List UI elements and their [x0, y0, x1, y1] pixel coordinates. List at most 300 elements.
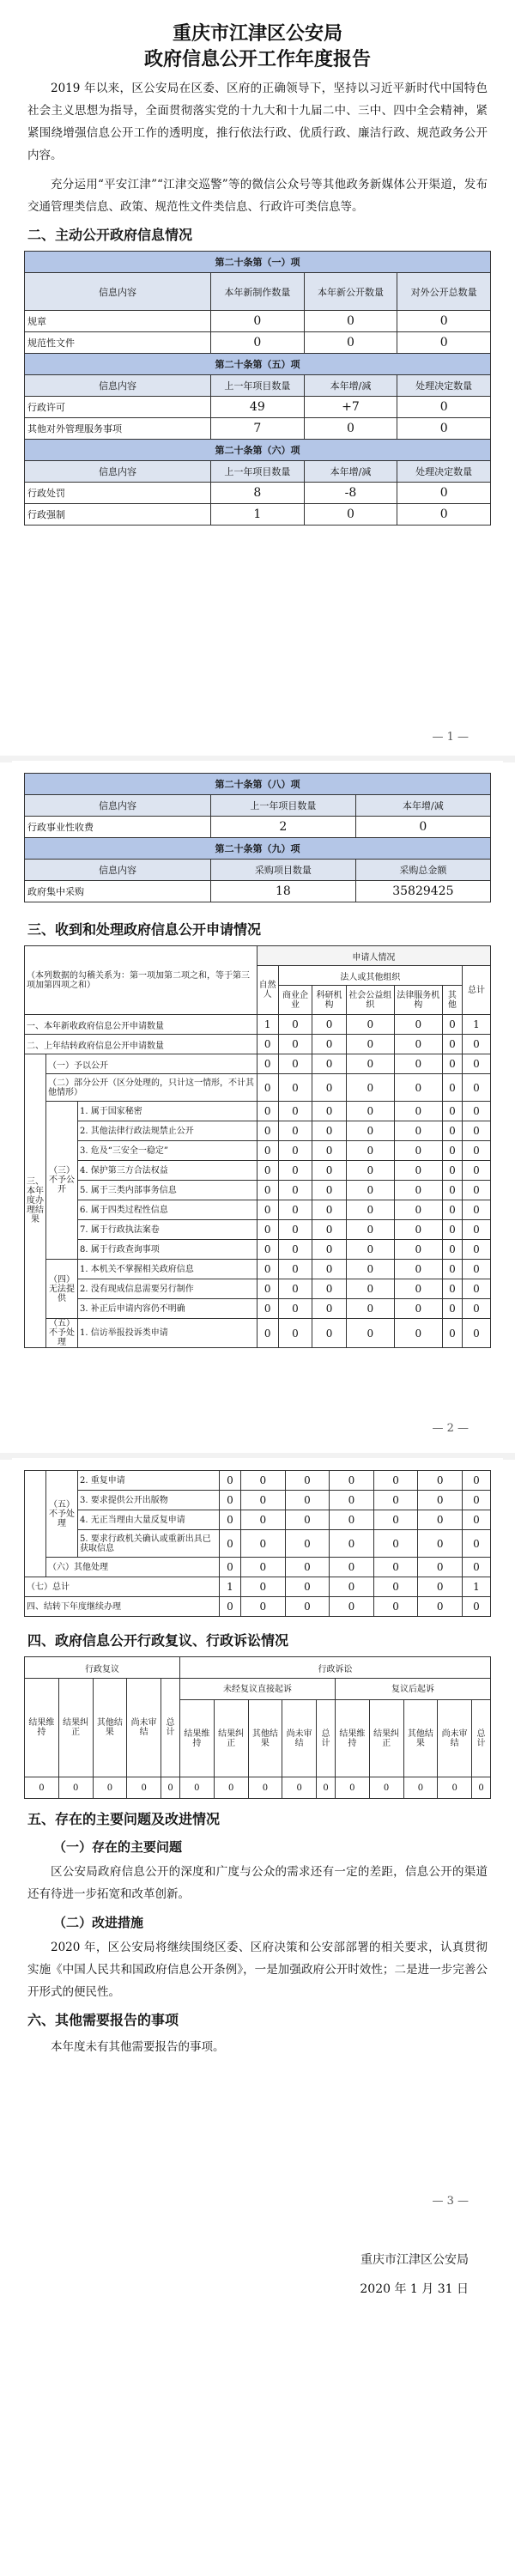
section-2-heading: 二、主动公开政府信息情况 [27, 227, 193, 243]
section-4-heading: 四、政府信息公开行政复议、行政诉讼情况 [27, 1632, 289, 1649]
cell-value: 0 [472, 1777, 491, 1799]
cell-value: 0 [278, 1279, 312, 1299]
row-label: 其他对外管理服务事项 [25, 418, 211, 440]
cell-value: 0 [346, 1319, 394, 1348]
column-header: 社会公益组织 [346, 986, 394, 1015]
cell-value: 0 [278, 1141, 312, 1161]
column-header: 总计 [161, 1679, 180, 1777]
cell-value: 0 [312, 1054, 347, 1074]
cell-value: 0 [278, 1074, 312, 1102]
row-label: （二）部分公开（区分处理的，只计这一情形，不计其他情形） [46, 1074, 258, 1102]
cell-value: 0 [373, 1597, 418, 1617]
cell-value: 0 [442, 1279, 462, 1299]
cell-value: 0 [394, 1035, 442, 1054]
cell-value: 0 [285, 1510, 330, 1530]
column-header: 复议后起诉 [335, 1679, 490, 1700]
cell-value: 0 [463, 1035, 491, 1054]
cell-value: 0 [394, 1319, 442, 1348]
column-header: 采购项目数量 [211, 860, 356, 881]
cell-value: 0 [418, 1577, 463, 1597]
cell-value: 0 [397, 418, 491, 440]
row-label: （六）其他处理 [46, 1558, 220, 1577]
cell-value: 0 [335, 1777, 369, 1799]
cell-value: 0 [285, 1491, 330, 1510]
cell-value: 0 [285, 1577, 330, 1597]
cell-value: 0 [312, 1200, 347, 1220]
problems-paragraph: 区公安局政府信息公开的深度和广度与公众的需求还有一定的差距，信息公开的渠道还有待进一步拓宽和改革创新。 [27, 1865, 488, 1901]
cell-value: 0 [278, 1015, 312, 1035]
column-header: 总计 [472, 1700, 491, 1777]
report-date: 2020 年 1 月 31 日 [360, 2282, 469, 2296]
row-label: 四、结转下年度继续办理 [25, 1597, 220, 1617]
row-label: 1. 本机关不掌握相关政府信息 [78, 1260, 258, 1279]
cell-value: 1 [211, 504, 305, 526]
cell-value: 0 [463, 1558, 491, 1577]
cell-value: 0 [394, 1015, 442, 1035]
cell-value: 0 [463, 1319, 491, 1348]
cell-value: 0 [304, 418, 397, 440]
section-6-heading: 六、其他需要报告的事项 [27, 2012, 179, 2028]
cell-value: 0 [394, 1141, 442, 1161]
cell-value: 0 [312, 1074, 347, 1102]
row-group-label: 三、本年度办理结果 [25, 1054, 46, 1348]
cell-value: 0 [346, 1102, 394, 1121]
column-header: 本年增/减 [304, 461, 397, 483]
cell-value: 0 [442, 1015, 462, 1035]
column-header: 法律服务机构 [394, 986, 442, 1015]
page-number: — 1 — [432, 731, 469, 744]
cell-value: 0 [346, 1279, 394, 1299]
column-header: 信息内容 [25, 795, 211, 817]
cell-value: 0 [346, 1054, 394, 1074]
cell-value: 0 [257, 1299, 278, 1319]
cell-value: 0 [397, 483, 491, 504]
cell-value: 0 [278, 1200, 312, 1220]
intro-paragraph-1: 2019 年以来，区公安局在区委、区府的正确领导下，坚持以习近平新时代中国特色社会主义思想为指导，全面贯彻落实党的十九大和十九届二中、三中、四中全会精神，紧紧围绕增强信息公开工作的透明度，推行依法行政、优质行政、廉洁行政、规范政务公开内容。 [27, 82, 488, 162]
cell-value: 0 [346, 1121, 394, 1141]
cell-value: 0 [394, 1102, 442, 1121]
cell-value: 0 [312, 1220, 347, 1240]
row-group-label: （五）不予处理 [46, 1471, 78, 1558]
column-header: 其他结果 [248, 1700, 282, 1777]
cell-value: 0 [463, 1530, 491, 1558]
page-3 [12, 1458, 503, 2351]
cell-value: 0 [346, 1299, 394, 1319]
cell-value: 0 [241, 1558, 286, 1577]
cell-value: 0 [312, 1260, 347, 1279]
cell-value: 0 [346, 1200, 394, 1220]
cell-value: 0 [442, 1200, 462, 1220]
column-header: 结果维持 [335, 1700, 369, 1777]
cell-value: 0 [394, 1279, 442, 1299]
cell-value: 0 [442, 1240, 462, 1260]
cell-value: 0 [312, 1299, 347, 1319]
cell-value: 0 [312, 1279, 347, 1299]
cell-value: 0 [463, 1597, 491, 1617]
cell-value: 0 [278, 1240, 312, 1260]
row-group-label: （三）不予公开 [46, 1102, 78, 1260]
cell-value: 0 [463, 1471, 491, 1491]
signer-name: 重庆市江津区公安局 [360, 2253, 469, 2267]
cell-value: 0 [93, 1777, 127, 1799]
column-header: 其他 [442, 986, 462, 1015]
cell-value: 0 [346, 1161, 394, 1181]
cell-value: 0 [257, 1074, 278, 1102]
column-header: 科研机构 [312, 986, 347, 1015]
column-header: 结果维持 [25, 1679, 59, 1777]
cell-value: 0 [330, 1471, 374, 1491]
cell-value: 0 [463, 1181, 491, 1200]
table-item-8-9 [24, 773, 491, 902]
cell-value: 0 [442, 1141, 462, 1161]
cell-value: 0 [442, 1121, 462, 1141]
cell-value: 1 [463, 1015, 491, 1035]
cell-value: 0 [278, 1319, 312, 1348]
cell-value: 0 [330, 1577, 374, 1597]
cell-value: 0 [282, 1777, 317, 1799]
column-header: 总计 [317, 1700, 336, 1777]
cell-value: 0 [373, 1577, 418, 1597]
cell-value: 0 [394, 1260, 442, 1279]
cell-value: 0 [463, 1141, 491, 1161]
column-header: 自然人 [257, 966, 278, 1015]
cell-value: 0 [346, 1220, 394, 1240]
cell-value: 0 [373, 1510, 418, 1530]
column-header: 对外公开总数量 [397, 273, 491, 311]
table-applications [24, 945, 491, 1348]
subsection-problems: （一）存在的主要问题 [53, 1839, 183, 1855]
cell-value: 0 [394, 1220, 442, 1240]
cell-value: 0 [463, 1260, 491, 1279]
cell-value: 0 [394, 1121, 442, 1141]
cell-value: 0 [403, 1777, 438, 1799]
column-header: 信息内容 [25, 461, 211, 483]
cell-value: 0 [278, 1035, 312, 1054]
cell-value: 0 [330, 1530, 374, 1558]
cell-value: 0 [257, 1054, 278, 1074]
table-header: 第二十条第（八）项 [25, 774, 491, 795]
row-label: 3. 危及“三安全一稳定” [78, 1141, 258, 1161]
cell-value: 0 [355, 817, 490, 838]
row-label: 规章 [25, 311, 211, 332]
table-applications-continued [24, 1470, 491, 1617]
cell-value: 0 [463, 1491, 491, 1510]
section-5-heading: 五、存在的主要问题及改进情况 [27, 1811, 221, 1827]
column-header: 处理决定数量 [397, 375, 491, 397]
column-header: 本年新公开数量 [304, 273, 397, 311]
cell-value: 0 [278, 1121, 312, 1141]
column-header: 商业企业 [278, 986, 312, 1015]
cell-value: 0 [442, 1260, 462, 1279]
cell-value: 0 [463, 1102, 491, 1121]
cell-value: 8 [211, 483, 305, 504]
cell-value: 0 [278, 1102, 312, 1121]
cell-value: 0 [317, 1777, 336, 1799]
row-label: 5. 属于三类内部事务信息 [78, 1181, 258, 1200]
corner-note: （本列数据的勾稽关系为：第一项加第二项之和，等于第三项加第四项之和） [25, 946, 258, 1015]
row-label: 8. 属于行政查询事项 [78, 1240, 258, 1260]
report-title-line2: 政府信息公开工作年度报告 [143, 48, 371, 70]
row-label: 3. 要求提供公开出版物 [78, 1491, 220, 1510]
cell-value: 0 [442, 1054, 462, 1074]
cell-value: 0 [257, 1161, 278, 1181]
section-3-heading: 三、收到和处理政府信息公开申请情况 [27, 921, 262, 938]
cell-value: 0 [330, 1510, 374, 1530]
row-label: 行政事业性收费 [25, 817, 211, 838]
row-label: 5. 要求行政机关确认或重新出具已获取信息 [78, 1530, 220, 1558]
cell-value: 0 [373, 1471, 418, 1491]
cell-value: 0 [463, 1161, 491, 1181]
column-header: 申请人情况 [257, 946, 490, 966]
cell-value: 0 [346, 1260, 394, 1279]
cell-value: 0 [248, 1777, 282, 1799]
cell-value: 0 [304, 332, 397, 354]
cell-value: 0 [220, 1530, 241, 1558]
cell-value: 0 [418, 1471, 463, 1491]
cell-value: 0 [346, 1240, 394, 1260]
cell-value: 0 [312, 1141, 347, 1161]
cell-value: 0 [312, 1015, 347, 1035]
cell-value: 0 [346, 1141, 394, 1161]
cell-value: 0 [442, 1319, 462, 1348]
page-1 [12, 5, 503, 761]
cell-value: +7 [304, 397, 397, 418]
cell-value: 0 [220, 1597, 241, 1617]
cell-value: 0 [394, 1240, 442, 1260]
row-label: 1. 信访举报投诉类申请 [78, 1319, 258, 1348]
intro-paragraph-2: 充分运用“平安江津”“江津交巡警”等的微信公众号等其他政务新媒体公开渠道，发布交通管理类信息、政策、规范性文件类信息、行政许可类信息等。 [27, 178, 488, 214]
cell-value: 0 [220, 1471, 241, 1491]
cell-value: 0 [304, 504, 397, 526]
cell-value: 35829425 [355, 881, 490, 902]
cell-value: 0 [214, 1777, 248, 1799]
cell-value: 0 [373, 1558, 418, 1577]
cell-value: 0 [463, 1121, 491, 1141]
cell-value: 0 [397, 311, 491, 332]
cell-value: 0 [346, 1074, 394, 1102]
cell-value: 0 [278, 1161, 312, 1181]
cell-value: 0 [394, 1299, 442, 1319]
table-header: 第二十条第（六）项 [25, 440, 491, 461]
column-header: 行政复议 [25, 1657, 180, 1679]
column-header: 其他结果 [403, 1700, 438, 1777]
cell-value: 0 [285, 1558, 330, 1577]
cell-value: 0 [442, 1161, 462, 1181]
cell-value: 0 [25, 1777, 59, 1799]
cell-value: 0 [278, 1260, 312, 1279]
report-title-line1: 重庆市江津区公安局 [172, 22, 342, 45]
table-header: 第二十条第（五）项 [25, 354, 491, 375]
cell-value: 0 [312, 1035, 347, 1054]
cell-value: 0 [463, 1074, 491, 1102]
cell-value: 0 [442, 1102, 462, 1121]
cell-value: -8 [304, 483, 397, 504]
cell-value: 0 [312, 1102, 347, 1121]
row-label: 2. 没有现成信息需要另行制作 [78, 1279, 258, 1299]
column-header: 上一年项目数量 [211, 795, 356, 817]
cell-value: 0 [330, 1558, 374, 1577]
cell-value: 0 [373, 1491, 418, 1510]
cell-value: 0 [257, 1319, 278, 1348]
improvements-paragraph: 2020 年，区公安局将继续围绕区委、区府决策和公安部部署的相关要求，认真贯彻实施《中国人民共和国政府信息公开条例》，一是加强政府公开时效性；二是进一步完善公开形式的便民性。 [27, 1941, 488, 1999]
cell-value: 0 [257, 1279, 278, 1299]
column-header: 尚未审结 [438, 1700, 472, 1777]
cell-value: 0 [397, 504, 491, 526]
row-label: 1. 属于国家秘密 [78, 1102, 258, 1121]
column-header: 尚未审结 [282, 1700, 317, 1777]
cell-value: 0 [346, 1181, 394, 1200]
cell-value: 1 [220, 1577, 241, 1597]
cell-value: 0 [330, 1597, 374, 1617]
cell-value: 0 [211, 311, 305, 332]
cell-value: 49 [211, 397, 305, 418]
column-header: 总计 [463, 966, 491, 1015]
column-header: 未经复议直接起诉 [179, 1679, 335, 1700]
cell-value: 0 [241, 1491, 286, 1510]
row-label: 2. 其他法律行政法规禁止公开 [78, 1121, 258, 1141]
cell-value: 0 [418, 1558, 463, 1577]
table-header: 第二十条第（一）项 [25, 252, 491, 273]
cell-value: 0 [211, 332, 305, 354]
cell-value: 0 [257, 1200, 278, 1220]
cell-value: 0 [442, 1035, 462, 1054]
table-header: 第二十条第（九）项 [25, 838, 491, 860]
cell-value: 0 [257, 1121, 278, 1141]
cell-value: 0 [397, 397, 491, 418]
row-label: 4. 保护第三方合法权益 [78, 1161, 258, 1181]
column-header: 行政诉讼 [179, 1657, 490, 1679]
column-header: 结果纠正 [214, 1700, 248, 1777]
cell-value: 0 [312, 1161, 347, 1181]
column-header: 尚未审结 [127, 1679, 161, 1777]
row-label: 行政强制 [25, 504, 211, 526]
other-matters-paragraph: 本年度未有其他需要报告的事项。 [51, 2040, 225, 2054]
cell-value: 18 [211, 881, 356, 902]
cell-value: 0 [463, 1240, 491, 1260]
cell-value: 0 [463, 1200, 491, 1220]
cell-value: 0 [285, 1597, 330, 1617]
cell-value: 0 [312, 1121, 347, 1141]
cell-value: 0 [442, 1220, 462, 1240]
cell-value: 0 [285, 1530, 330, 1558]
column-header: 处理决定数量 [397, 461, 491, 483]
cell-value: 0 [346, 1015, 394, 1035]
cell-value: 0 [278, 1054, 312, 1074]
cell-value: 0 [312, 1240, 347, 1260]
column-header: 本年新制作数量 [211, 273, 305, 311]
signature-block [360, 2248, 469, 2301]
cell-value: 7 [211, 418, 305, 440]
column-header: 法人或其他组织 [278, 966, 462, 986]
cell-value: 0 [304, 311, 397, 332]
cell-value: 0 [330, 1491, 374, 1510]
table-item-1 [24, 251, 491, 526]
column-header: 本年增/减 [355, 795, 490, 817]
cell-value: 0 [394, 1074, 442, 1102]
column-header: 结果纠正 [369, 1700, 403, 1777]
subsection-improvements: （二）改进措施 [53, 1915, 144, 1930]
row-group-label [25, 1471, 46, 1577]
column-header: 上一年项目数量 [211, 375, 305, 397]
cell-value: 0 [257, 1141, 278, 1161]
cell-value: 0 [442, 1181, 462, 1200]
row-label: 一、本年新收政府信息公开申请数量 [25, 1015, 258, 1035]
cell-value: 0 [220, 1510, 241, 1530]
cell-value: 0 [257, 1260, 278, 1279]
column-header: 上一年项目数量 [211, 461, 305, 483]
row-label: 6. 属于四类过程性信息 [78, 1200, 258, 1220]
row-label: 2. 重复申请 [78, 1471, 220, 1491]
cell-value: 0 [278, 1220, 312, 1240]
cell-value: 0 [418, 1491, 463, 1510]
cell-value: 0 [179, 1777, 214, 1799]
row-label: 4. 无正当理由大量反复申请 [78, 1510, 220, 1530]
cell-value: 0 [463, 1279, 491, 1299]
cell-value: 2 [211, 817, 356, 838]
row-label: 3. 补正后申请内容仍不明确 [78, 1299, 258, 1319]
column-header: 其他结果 [93, 1679, 127, 1777]
column-header: 采购总金额 [355, 860, 490, 881]
row-label: 行政处罚 [25, 483, 211, 504]
page-number: — 3 — [432, 2195, 469, 2208]
row-label: 二、上年结转政府信息公开申请数量 [25, 1035, 258, 1054]
cell-value: 0 [463, 1510, 491, 1530]
cell-value: 0 [418, 1530, 463, 1558]
page-2 [12, 761, 503, 1458]
cell-value: 0 [257, 1035, 278, 1054]
cell-value: 0 [241, 1577, 286, 1597]
cell-value: 0 [312, 1181, 347, 1200]
cell-value: 0 [418, 1510, 463, 1530]
cell-value: 0 [257, 1240, 278, 1260]
cell-value: 0 [463, 1299, 491, 1319]
cell-value: 0 [394, 1200, 442, 1220]
cell-value: 0 [394, 1054, 442, 1074]
cell-value: 0 [369, 1777, 403, 1799]
cell-value: 0 [257, 1102, 278, 1121]
cell-value: 0 [257, 1181, 278, 1200]
page-number: — 2 — [432, 1422, 469, 1435]
row-label: （七）总计 [25, 1577, 220, 1597]
column-header: 本年增/减 [304, 375, 397, 397]
cell-value: 0 [463, 1054, 491, 1074]
cell-value: 0 [346, 1035, 394, 1054]
row-group-label: （五）不予处理 [46, 1319, 78, 1348]
cell-value: 0 [278, 1181, 312, 1200]
cell-value: 0 [241, 1597, 286, 1617]
cell-value: 0 [442, 1299, 462, 1319]
column-header: 结果维持 [179, 1700, 214, 1777]
cell-value: 0 [58, 1777, 93, 1799]
cell-value: 0 [241, 1471, 286, 1491]
cell-value: 0 [438, 1777, 472, 1799]
column-header: 结果纠正 [58, 1679, 93, 1777]
cell-value: 0 [241, 1510, 286, 1530]
row-label: 政府集中采购 [25, 881, 211, 902]
cell-value: 0 [257, 1220, 278, 1240]
row-label: （一）予以公开 [46, 1054, 258, 1074]
cell-value: 1 [257, 1015, 278, 1035]
cell-value: 0 [220, 1491, 241, 1510]
column-header: 信息内容 [25, 860, 211, 881]
cell-value: 0 [312, 1319, 347, 1348]
cell-value: 0 [394, 1181, 442, 1200]
column-header: 信息内容 [25, 273, 211, 311]
cell-value: 0 [220, 1558, 241, 1577]
cell-value: 0 [285, 1471, 330, 1491]
cell-value: 0 [442, 1074, 462, 1102]
cell-value: 1 [463, 1577, 491, 1597]
